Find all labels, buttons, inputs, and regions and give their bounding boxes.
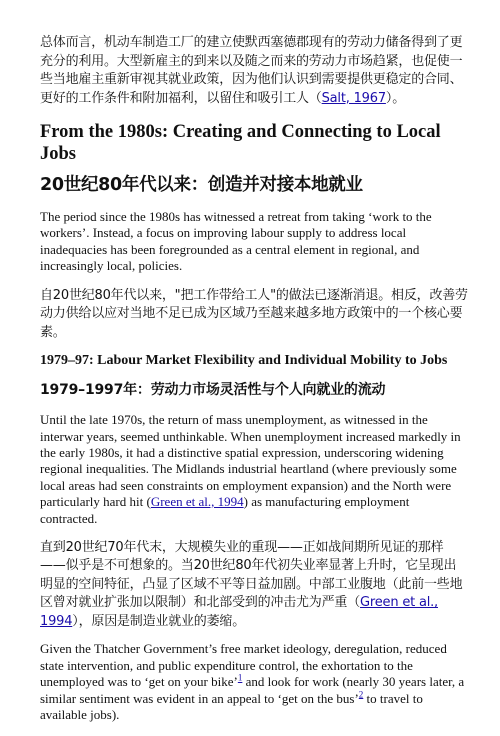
paragraph-tail: to travel to available jobs). [40, 690, 423, 723]
section-heading-cn: 20世纪80年代以来：创造并对接本地就业 [40, 175, 363, 195]
paragraph-text: 直到20世纪70年代末，大规模失业的重现——正如战间期所见证的那样——似乎是不可想象的。当20世纪80年代初失业率显著上升时，它呈现出明显的空间特征，凸显了区域不平等日益加剧。中部工业腹地（此前一些地区曾对就业扩张加以限制）和北部受到的冲击尤为严重（ [40, 539, 463, 611]
footnote-link-2[interactable]: 2 [358, 689, 364, 700]
paragraph-en-3 [40, 412, 468, 527]
paragraph-cn-1 [40, 34, 468, 108]
paragraph-en-4 [40, 641, 468, 723]
paragraph-cn-3 [40, 539, 468, 632]
citation-link-salt-1967[interactable]: Salt, 1967 [321, 90, 386, 106]
document-page [40, 34, 468, 736]
section-heading-en: From the 1980s: Creating and Connecting to Local Jobs [40, 122, 441, 164]
citation-link-green-1994[interactable]: Green et al., 1994 [150, 494, 244, 510]
paragraph-text: Until the late 1970s, the return of mass unemployment, as witnessed in the interwar years, seemed unthinkable. When unemployment increased markedly in the early 1980s, it had a distinctive spatial expression, underscoring widening regional inequalities. The Midlands industrial heartland (where previously some local areas had seen constraints on employment expansion) and the North were particularly hard hit ( [40, 412, 461, 510]
subsection-heading-en: 1979–97: Labour Market Flexibility and Individual Mobility to Jobs [40, 353, 448, 369]
citation-link-green-1994-cn[interactable]: Green et al., 1994 [40, 595, 438, 629]
subsection-heading-cn: 1979–1997年：劳动力市场灵活性与个人向就业的流动 [40, 382, 386, 399]
paragraph-tail: ) as manufacturing employment contracted. [40, 494, 410, 526]
paragraph-en-2: The period since the 1980s has witnessed a retreat from taking ‘work to the workers’. Instead, a focus on improving labour supply to address local inadequacies has been foregrounded as a central element in regional, and increasingly local, policies. [40, 209, 432, 274]
paragraph-text: and look for work (nearly 30 years later, a similar sentiment was evident in an appeal to ‘get on the bus’ [40, 674, 465, 706]
paragraph-text: 总体而言，机动车制造工厂的建立使默西塞德郡现有的劳动力储备得到了更充分的利用。大型新雇主的到来以及随之而来的劳动力市场趋紧，也促使一些当地雇主重新审视其就业政策，因为他们认识到需要提供更稳定的合同、更好的工作条件和附加福利，以留住和吸引工人（ [40, 35, 463, 106]
paragraph-cn-2: 自20世纪80年代以来，"把工作带给工人"的做法已逐渐消退。相反，改善劳动力供给以应对当地不足已成为区域乃至越来越多地方政策中的一个核心要素。 [40, 287, 468, 340]
footnote-link-1[interactable]: 1 [237, 672, 243, 683]
paragraph-tail: ），原因是制造业就业的萎缩。 [72, 613, 245, 629]
paragraph-tail: ）。 [385, 90, 405, 106]
paragraph-text: Given the Thatcher Government’s free market ideology, deregulation, reduced state intervention, and public expenditure control, the exhortation to the unemployed was to ‘get on your bike’ [40, 641, 447, 690]
